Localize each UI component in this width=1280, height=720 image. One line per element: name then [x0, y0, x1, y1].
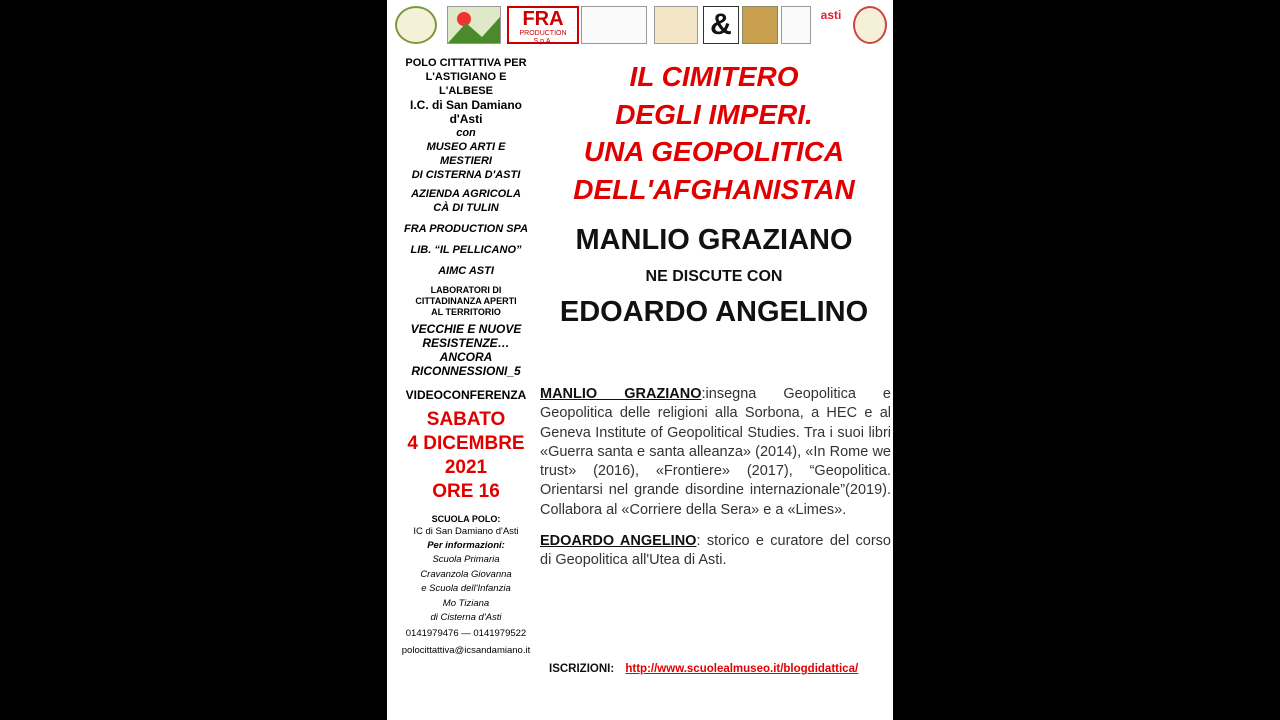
vecchie-line-4: RICONNESSIONI_5	[411, 364, 521, 378]
info-line-1: Scuola Primaria	[432, 554, 500, 565]
info-line-4: Mo Tiziana	[442, 597, 490, 609]
scuola-polo-name: IC di San Damiano d'Asti	[413, 526, 519, 537]
building-logo	[781, 6, 811, 44]
title-line-1: IL CIMITERO	[629, 61, 799, 92]
event-year: 2021	[444, 457, 488, 478]
fra-logo-text: FRA	[522, 8, 564, 30]
org-line-1: POLO CITTATTIVA PER	[405, 57, 527, 69]
ca-di-tulin-logo	[581, 6, 647, 44]
event-time: ORE 16	[432, 481, 500, 502]
ampersand-logo: &	[703, 6, 739, 44]
bio-angelino-text: : storico e curatore del corso di Geopolitica all'Utea di Asti.	[540, 533, 891, 569]
speaker-bios	[540, 385, 891, 583]
sponsor-logo-strip	[387, 0, 893, 52]
event-poster	[387, 0, 893, 720]
event-title	[537, 58, 891, 208]
pellicano-label: LIB. “IL PELLICANO”	[410, 244, 522, 256]
school-line-2: d'Asti	[449, 112, 483, 126]
org-line-2: L'ASTIGIANO E	[425, 71, 507, 83]
info-line-2: Cravanzola Giovanna	[420, 568, 512, 580]
title-line-3: UNA GEOPOLITICA	[583, 136, 845, 167]
iscrizioni-label: ISCRIZIONI:	[549, 663, 615, 675]
speaker-1-name: MANLIO GRAZIANO	[575, 224, 853, 256]
round-seal-logo	[853, 6, 887, 44]
school-line-1: I.C. di San Damiano	[409, 98, 523, 112]
vecchie-line-1: VECCHIE E NUOVE	[410, 322, 522, 336]
title-line-4: DELL'AFGHANISTAN	[573, 173, 855, 205]
fra-logo-subtext: PRODUCTION S.p.A.	[519, 30, 567, 45]
lab-line-3: AL TERRITORIO	[431, 307, 501, 317]
bio-graziano-text: :insegna Geopolitica e Geopolitica delle religioni alla Sorbona, a HEC e al Geneva Institute of Geopolitical Studies. Tra i suoi libri «Guerra santa e santa alleanza» (2014), «In Rome we trust» (2016), «Frontiere» (2017), “Geopolitica. Orientarsi nel grande disordine internazionale”(2019). Collabora al «Corriere della Sera» e a «Limes».	[540, 386, 891, 518]
fra-production-logo	[507, 6, 579, 44]
vecchie-line-3: ANCORA	[439, 350, 493, 364]
fra-production-label: FRA PRODUCTION SPA	[403, 223, 529, 235]
event-date: 4 DICEMBRE	[407, 433, 525, 454]
left-info-column	[393, 56, 539, 658]
lab-line-1: LABORATORI DI	[430, 285, 502, 295]
museo-line-1: MUSEO ARTI E	[426, 141, 506, 153]
registration-line	[549, 663, 858, 675]
vecchie-line-2: RESISTENZE…	[422, 336, 510, 350]
landscape-icon	[448, 7, 500, 43]
per-informazioni-label: Per informazioni:	[427, 540, 505, 551]
polo-cittattiva-logo	[395, 6, 437, 44]
contact-email[interactable]: polocittattiva@icsandamiano.it	[401, 644, 531, 656]
asti-logo: asti	[815, 6, 847, 44]
bio-angelino-name: EDOARDO ANGELINO	[540, 533, 697, 550]
title-line-2: DEGLI IMPERI.	[615, 98, 813, 130]
discute-label: NE DISCUTE CON	[645, 268, 783, 285]
azienda-line-1: AZIENDA AGRICOLA	[411, 188, 521, 200]
org-line-3: L'ALBESE	[439, 85, 493, 97]
speaker-2-name: EDOARDO ANGELINO	[559, 296, 869, 328]
info-line-3: e Scuola dell'Infanzia	[421, 583, 511, 594]
lab-line-2: CITTADINANZA APERTI	[415, 296, 517, 306]
museo-line-3: DI CISTERNA D'ASTI	[411, 169, 521, 181]
videoconferenza-label: VIDEOCONFERENZA	[405, 388, 527, 402]
il-pellicano-logo	[654, 6, 698, 44]
info-line-5: di Cisterna d'Asti	[430, 612, 502, 623]
museo-logo	[447, 6, 501, 44]
bio-graziano	[540, 385, 891, 520]
museo-line-2: MESTIERI	[440, 155, 492, 167]
bio-graziano-name: MANLIO GRAZIANO	[540, 386, 702, 402]
event-day: SABATO	[426, 409, 506, 430]
scuola-polo-label: SCUOLA POLO:	[431, 514, 501, 524]
azienda-line-2: CÀ DI TULIN	[433, 202, 499, 214]
phone-numbers: 0141979476 — 0141979522	[405, 627, 527, 639]
registration-link[interactable]: http://www.scuolealmuseo.it/blogdidattica/	[625, 663, 859, 675]
bio-angelino	[540, 532, 891, 571]
aimc-label: AIMC ASTI	[438, 265, 494, 277]
con-label: con	[456, 127, 476, 139]
gold-logo	[742, 6, 778, 44]
